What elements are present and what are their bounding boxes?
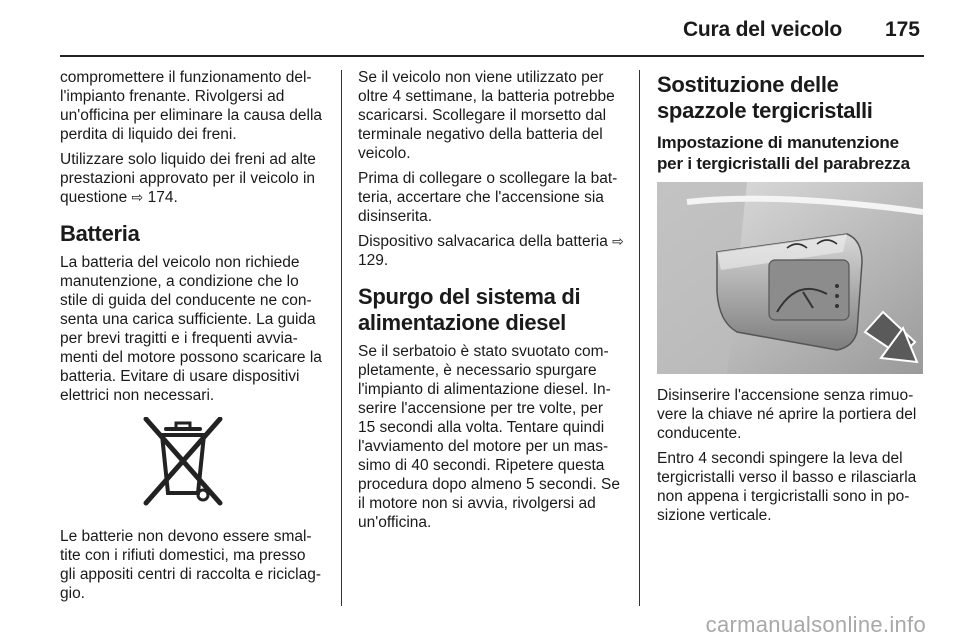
wiper-stalk-figure — [657, 182, 923, 374]
ref-arrow-icon: ⇨ — [612, 233, 624, 249]
section-heading-wipers: Sostituzione delle spazzole tergicristalli — [657, 72, 873, 123]
paragraph: Se il serbatoio è stato svuotato com- pletamente, è necessario spurgare l'impianto di alimentazione diesel. In- serire l'accensione per tre volte, per 15 secondi alla volta. Tentare quindi l'avviamento del motore per un mas- simo di 40 secondi. Ripetere questa procedura dopo almeno 5 secondi. Se il motore non si avvia, rivolgersi ad un'officina. — [358, 343, 620, 531]
column-3 — [657, 68, 925, 531]
paragraph: Disinserire l'accensione senza rimuo- vere la chiave né aprire la portiera del conducente. — [657, 387, 917, 442]
page-reference[interactable]: 174. — [147, 189, 178, 206]
page-reference[interactable]: 129. — [358, 252, 389, 269]
section-heading-battery: Batteria — [60, 221, 140, 246]
column-divider — [639, 70, 640, 606]
bin-figure — [60, 417, 325, 513]
section-heading-diesel: Spurgo del sistema di alimentazione diesel — [358, 284, 581, 335]
crossed-out-bin-icon — [140, 417, 226, 507]
watermark: carmanualsonline.info — [705, 612, 926, 637]
paragraph: Le batterie non devono essere smal- tite con i rifiuti domestici, ma presso gli appositi centri di raccolta e riciclag- gio. — [60, 528, 322, 602]
paragraph: Entro 4 secondi spingere la leva del tergicristalli verso il basso e rilasciarla non appena i tergicristalli sono in po- sizione verticale. — [657, 450, 917, 524]
wiper-stalk-illustration — [657, 182, 923, 374]
paragraph: Se il veicolo non viene utilizzato per oltre 4 settimane, la batteria potrebbe scaricarsi. Scollegare il morsetto dal terminale negativo della batteria del veicolo. — [358, 69, 615, 162]
subsection-heading: Impostazione di manutenzione per i tergicristalli del parabrezza — [657, 133, 910, 173]
paragraph: Prima di collegare o scollegare la bat- teria, accertare che l'accensione sia disinserita. — [358, 170, 618, 225]
column-2 — [358, 68, 624, 538]
paragraph: compromettere il funzionamento del- l'impianto frenante. Rivolgersi ad un'officina per eliminare la causa della perdita di liquido dei freni. — [60, 69, 323, 143]
paragraph: Dispositivo salvacarica della batteria ⇨ 129. — [358, 233, 624, 269]
paragraph: La batteria del veicolo non richiede manutenzione, a condizione che lo stile di guida del conducente ne con- senta una carica sufficiente. La guida per brevi tragitti e i frequenti avvia- menti del motore possono scaricare la batteria. Evitare di usare dispositivi elettrici non necessari. — [60, 254, 322, 404]
header-rule — [60, 55, 924, 57]
wiper-control-ring — [769, 260, 849, 320]
page-number: 175 — [884, 18, 920, 41]
column-1 — [60, 68, 325, 609]
column-divider — [341, 70, 342, 606]
chapter-title: Cura del veicolo — [682, 18, 842, 41]
ref-arrow-icon: ⇨ — [131, 189, 144, 205]
page-header — [0, 0, 960, 54]
paragraph: Utilizzare solo liquido dei freni ad alte prestazioni approvato per il veicolo in questione ⇨ 174. — [60, 151, 316, 206]
